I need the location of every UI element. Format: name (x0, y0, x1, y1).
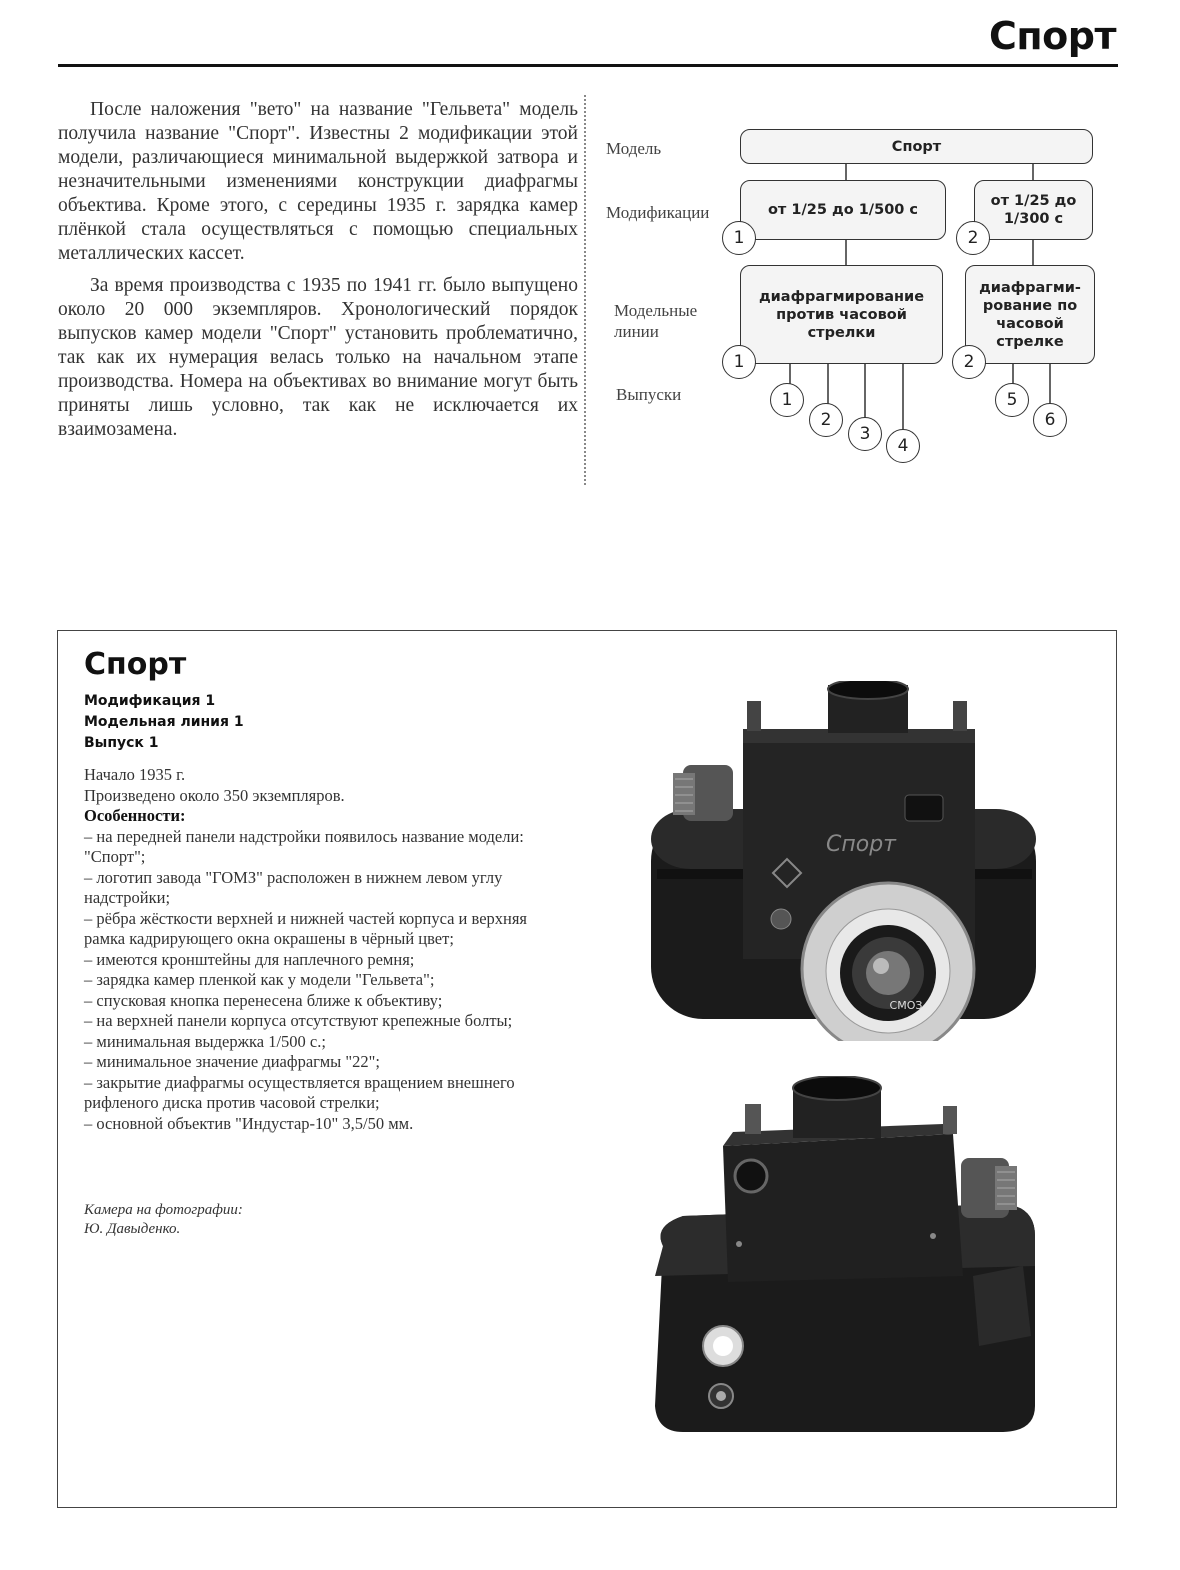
feature-item: – имеются кронштейны для наплечного ремня; (84, 949, 415, 969)
title-rule (58, 64, 1118, 67)
intro-text (58, 98, 578, 450)
release-4-marker: 4 (886, 429, 920, 463)
features-heading: Особенности: (84, 806, 186, 825)
column-separator (584, 95, 586, 485)
production-start: Начало 1935 г. (84, 765, 186, 784)
release-3-marker: 3 (848, 417, 882, 451)
model-line-label: Модельная линия 1 (84, 714, 244, 730)
production-count: Произведено около 350 экземпляров. (84, 785, 345, 805)
release-6-marker: 6 (1033, 403, 1067, 437)
model-line-2-box: диафрагми- рование по часовой стрелке (965, 265, 1095, 364)
modification-2-marker: 2 (956, 221, 990, 255)
feature-item: – минимальная выдержка 1/500 с.; (84, 1031, 326, 1051)
card-meta (84, 691, 244, 754)
feature-item: – зарядка камер пленкой как у модели "Гельвета"; (84, 970, 435, 989)
label-model-lines: Модельные линии (614, 301, 698, 341)
model-line-2-marker: 2 (952, 345, 986, 379)
feature-item: – основной объектив "Индустар-10" 3,5/50 мм. (84, 1113, 414, 1133)
camera-front-photo (643, 681, 1043, 1041)
modification-2-box: от 1/25 до 1/300 с (974, 180, 1093, 240)
label-modifications: Модификации (606, 203, 710, 222)
release-2-marker: 2 (809, 403, 843, 437)
intro-paragraph: За время производства с 1935 по 1941 гг. было выпущено около 20 000 экземпляров. Хронологический порядок выпусков камер модели "Спорт" установить проблематично, так как их нумерация велась только на начальном этапе производства. Номера на объективах во внимание могут быть приняты лишь условно, так как не исключается их взаимозамена. (58, 275, 578, 440)
intro-paragraph: После наложения "вето" на название "Гельвета" модель получила название "Спорт". Известны 2 модификации этой модели, различающиеся минимальной выдержкой затвора и незначительными изменениями конструкции диафрагмы объектива. Кроме этого, с середины 1935 г. зарядка камер плёнкой стала осуществляться с помощью специальных металлических кассет. (58, 99, 578, 264)
camera-brand-text: Спорт (826, 832, 896, 857)
model-box: Спорт (740, 129, 1093, 164)
label-model: Модель (606, 139, 662, 158)
release-label: Выпуск 1 (84, 735, 159, 751)
feature-item: – на передней панели надстройки появилось название модели: "Спорт"; (84, 826, 524, 866)
feature-item: – спусковая кнопка перенесена ближе к объективу; (84, 990, 443, 1010)
release-5-marker: 5 (995, 383, 1029, 417)
page-title: Спорт (989, 14, 1116, 58)
caption-label: Камера на фотографии: (84, 1202, 243, 1218)
modification-label: Модификация 1 (84, 693, 216, 709)
features-list (84, 827, 564, 1135)
feature-item: – на верхней панели корпуса отсутствуют крепежные болты; (84, 1011, 513, 1030)
card-title: Спорт (84, 647, 187, 682)
caption-author: Ю. Давыденко. (84, 1221, 181, 1237)
feature-item: – закрытие диафрагмы осуществляется вращением внешнего рифленого диска против часовой стрелки; (84, 1072, 515, 1112)
modification-1-marker: 1 (722, 221, 756, 255)
label-releases: Выпуски (616, 385, 682, 404)
feature-item: – минимальное значение диафрагмы "22"; (84, 1052, 380, 1071)
photo-caption (84, 1201, 243, 1239)
modification-1-box: от 1/25 до 1/500 с (740, 180, 946, 240)
camera-rear-photo (643, 1076, 1043, 1456)
feature-item: – рёбра жёсткости верхней и нижней частей корпуса и верхняя рамка кадрирующего окна окрашены в чёрный цвет; (84, 908, 528, 948)
model-line-1-box: диафрагмирование против часовой стрелки (740, 265, 943, 364)
model-line-1-marker: 1 (722, 345, 756, 379)
model-card (57, 630, 1117, 1508)
lens-brand-text: СМОЗ (889, 999, 923, 1012)
feature-item: – логотип завода "ГОМЗ" расположен в нижнем левом углу надстройки; (84, 867, 503, 907)
card-body (84, 765, 564, 1134)
release-1-marker: 1 (770, 383, 804, 417)
model-diagram (600, 120, 1120, 480)
